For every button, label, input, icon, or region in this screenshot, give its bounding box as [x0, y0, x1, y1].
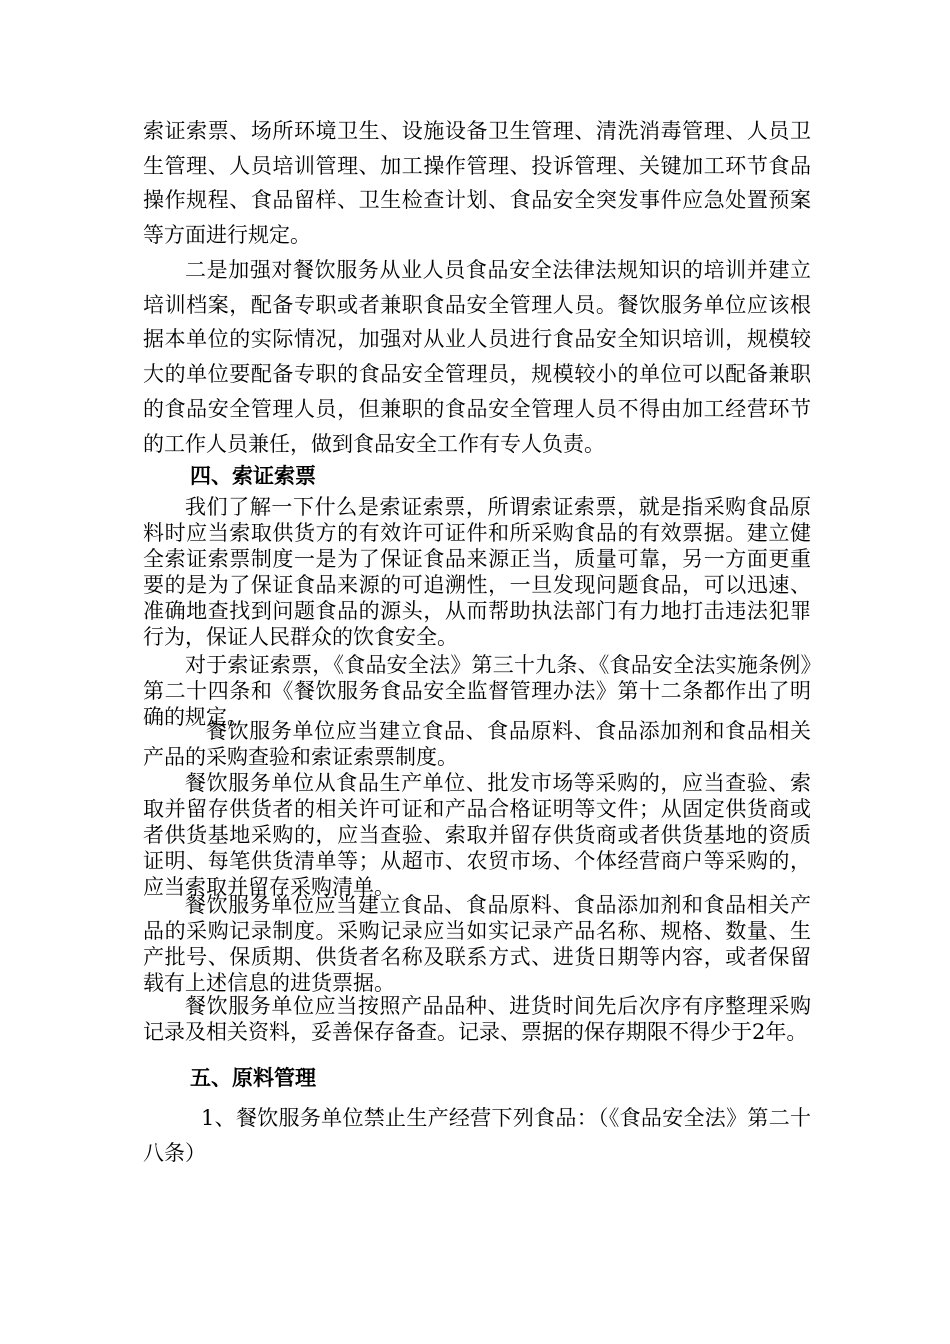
paragraph-management-items: 索证索票、场所环境卫生、设施设备卫生管理、清洗消毒管理、人员卫生管理、人员培训管理、加工操作管理、投诉管理、关键加工环节食品操作规程、食品留样、卫生检查计划、食品安全突发事件应急处置预案等方面进行规定。 [143, 119, 811, 248]
paragraph-definition: 我们了解一下什么是索证索票，所谓索证索票，就是指采购食品原料时应当索取供货方的有效许可证件和所采购食品的有效票据。建立健全索证索票制度一是为了保证食品来源正当，质量可靠，另一方面更重要的是为了保证食品来源的可追溯性，一旦发现问题食品，可以迅速、准确地查找到问题食品的源头，从而帮助执法部门有力地打击违法犯罪行为，保证人民群众的饮食安全。 [143, 495, 811, 649]
paragraph-record-retention: 餐饮服务单位应当按照产品品种、进货时间先后次序有序整理采购记录及相关资料，妥善保存备查。记录、票据的保存期限不得少于2年。 [143, 994, 811, 1044]
paragraph-training: 二是加强对餐饮服务从业人员食品安全法律法规知识的培训并建立培训档案，配备专职或者兼职食品安全管理人员。餐饮服务单位应该根据本单位的实际情况，加强对从业人员进行食品安全知识培训，规模较大的单位要配备专职的食品安全管理员，规模较小的单位可以配备兼职的食品安全管理人员，但兼职的食品安全管理人员不得由加工经营环节的工作人员兼任，做到食品安全工作有专人负责。 [143, 258, 811, 456]
section-heading-4: 四、索证索票 [190, 463, 316, 488]
paragraph-legal-basis: 对于索证索票，《食品安全法》第三十九条、《食品安全法实施条例》第二十四条和《餐饮服务食品安全监督管理办法》第十二条都作出了明确的规定。 [143, 653, 811, 729]
paragraph-purchase-records: 餐饮服务单位应当建立食品、食品原料、食品添加剂和食品相关产品的采购记录制度。采购记录应当如实记录产品名称、规格、数量、生产批号、保质期、供货者名称及联系方式、进货日期等内容，或者保留载有上述信息的进货票据。 [143, 893, 811, 995]
paragraph-prohibited-foods: 1、餐饮服务单位禁止生产经营下列食品：（《食品安全法》第二十八条） [143, 1106, 811, 1165]
paragraph-inspection-system: 餐饮服务单位应当建立食品、食品原料、食品添加剂和食品相关产品的采购查验和索证索票制度。 [143, 719, 811, 769]
paragraph-supplier-documents: 餐饮服务单位从食品生产单位、批发市场等采购的，应当查验、索取并留存供货者的相关许可证和产品合格证明等文件；从固定供货商或者供货基地采购的，应当查验、索取并留存供货商或者供货基地的资质证明、每笔供货清单等；从超市、农贸市场、个体经营商户等采购的，应当索取并留存采购清单。 [143, 771, 811, 899]
section-heading-5: 五、原料管理 [190, 1065, 316, 1090]
